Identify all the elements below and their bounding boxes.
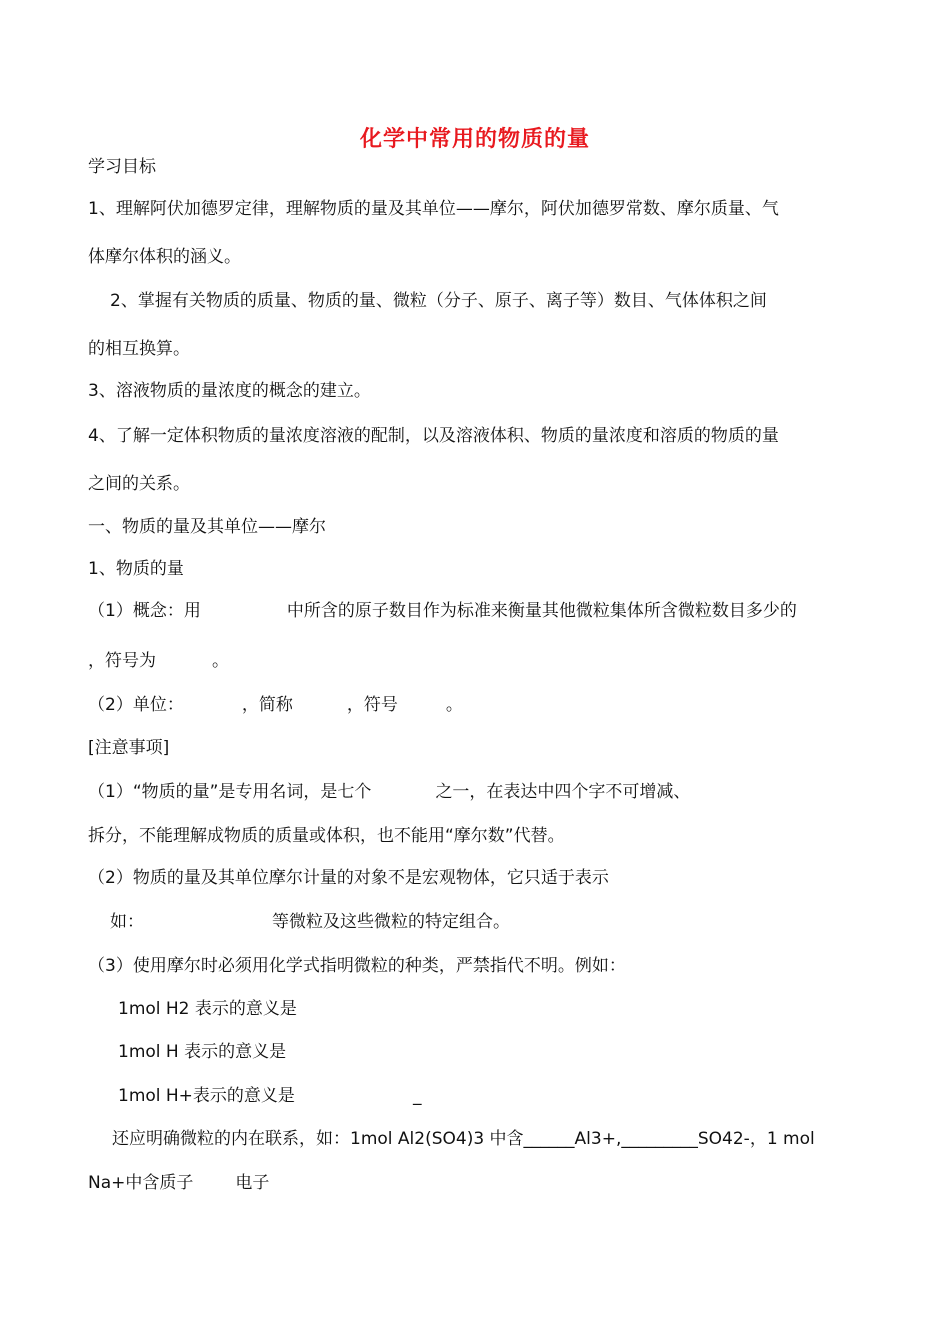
subsection-1-heading: 1、物质的量 — [88, 559, 184, 579]
note-3-example-1: 1mol H2 表示的意义是 — [118, 999, 297, 1019]
unit-line — [88, 694, 463, 716]
goal-2-line-a: 2、掌握有关物质的质量、物质的量、微粒（分子、原子、离子等）数目、气体体积之间 — [110, 291, 767, 311]
goal-1-line-a: 1、理解阿伏加德罗定律，理解物质的量及其单位——摩尔，阿伏加德罗常数、摩尔质量、气 — [88, 199, 779, 219]
note-1-line-1 — [88, 781, 690, 803]
section-1-heading: 一、物质的量及其单位——摩尔 — [88, 517, 326, 537]
unit-short-label: ，简称 — [241, 695, 293, 715]
unit-symbol-label: ，符号 — [346, 695, 398, 715]
goal-2-line-b: 的相互换算。 — [88, 339, 190, 359]
concept-symbol-label: ，符号为 — [88, 651, 156, 671]
relation-text-a: 还应明确微粒的内在联系，如：1mol Al2(SO4)3 中含 — [112, 1129, 524, 1149]
goals-heading: 学习目标 — [88, 157, 156, 177]
note-3-relation-line-2 — [88, 1172, 269, 1194]
note-1-line-2: 拆分，不能理解成物质的质量或体积，也不能用“摩尔数”代替。 — [88, 826, 565, 846]
note-2-text: 等微粒及这些微粒的特定组合。 — [272, 912, 510, 932]
note-3-example-3-blank: _ — [412, 1086, 422, 1106]
relation-text-c: SO42-，1 mol — [697, 1129, 815, 1149]
relation-blank-2: _________ — [621, 1129, 698, 1149]
goal-4-line-a: 4、了解一定体积物质的量浓度溶液的配制，以及溶液体积、物质的量浓度和溶质的物质的量 — [88, 426, 779, 446]
note-2-example-label: 如： — [110, 912, 144, 932]
note-3-line-1: （3）使用摩尔时必须用化学式指明微粒的种类，严禁指代不明。例如： — [88, 956, 626, 976]
note-3-example-2: 1mol H 表示的意义是 — [118, 1042, 287, 1062]
concept-line-2 — [88, 650, 229, 672]
note-1-text-a: （1）“物质的量”是专用名词，是七个 — [88, 782, 372, 802]
relation-electron-label: 电子 — [235, 1173, 270, 1193]
relation-blank-1: ______ — [523, 1129, 575, 1149]
note-2-line-2 — [110, 911, 510, 933]
relation-proton-label: Na+中含质子 — [88, 1173, 194, 1193]
unit-period: 。 — [445, 695, 463, 715]
concept-period: 。 — [212, 651, 229, 671]
page-title: 化学中常用的物质的量 — [359, 127, 590, 152]
relation-text-b: Al3+, — [574, 1129, 622, 1149]
note-3-relation-line — [112, 1128, 815, 1150]
goal-4-line-b: 之间的关系。 — [88, 474, 190, 494]
goal-1-line-b: 体摩尔体积的涵义。 — [88, 247, 241, 267]
note-3-example-3 — [118, 1085, 421, 1107]
note-1-text-b: 之一，在表达中四个字不可增减、 — [435, 782, 691, 802]
note-2-line-1: （2）物质的量及其单位摩尔计量的对象不是宏观物体，它只适于表示 — [88, 868, 609, 888]
concept-line-1 — [88, 600, 797, 622]
notes-heading: [注意事项] — [88, 738, 170, 758]
unit-label: （2）单位： — [88, 695, 184, 715]
concept-label: （1）概念：用 — [88, 601, 201, 621]
concept-text: 中所含的原子数目作为标准来衡量其他微粒集体所含微粒数目多少的 — [286, 601, 797, 621]
note-3-example-3-text: 1mol H+表示的意义是 — [118, 1086, 295, 1106]
goal-3: 3、溶液物质的量浓度的概念的建立。 — [88, 381, 371, 401]
